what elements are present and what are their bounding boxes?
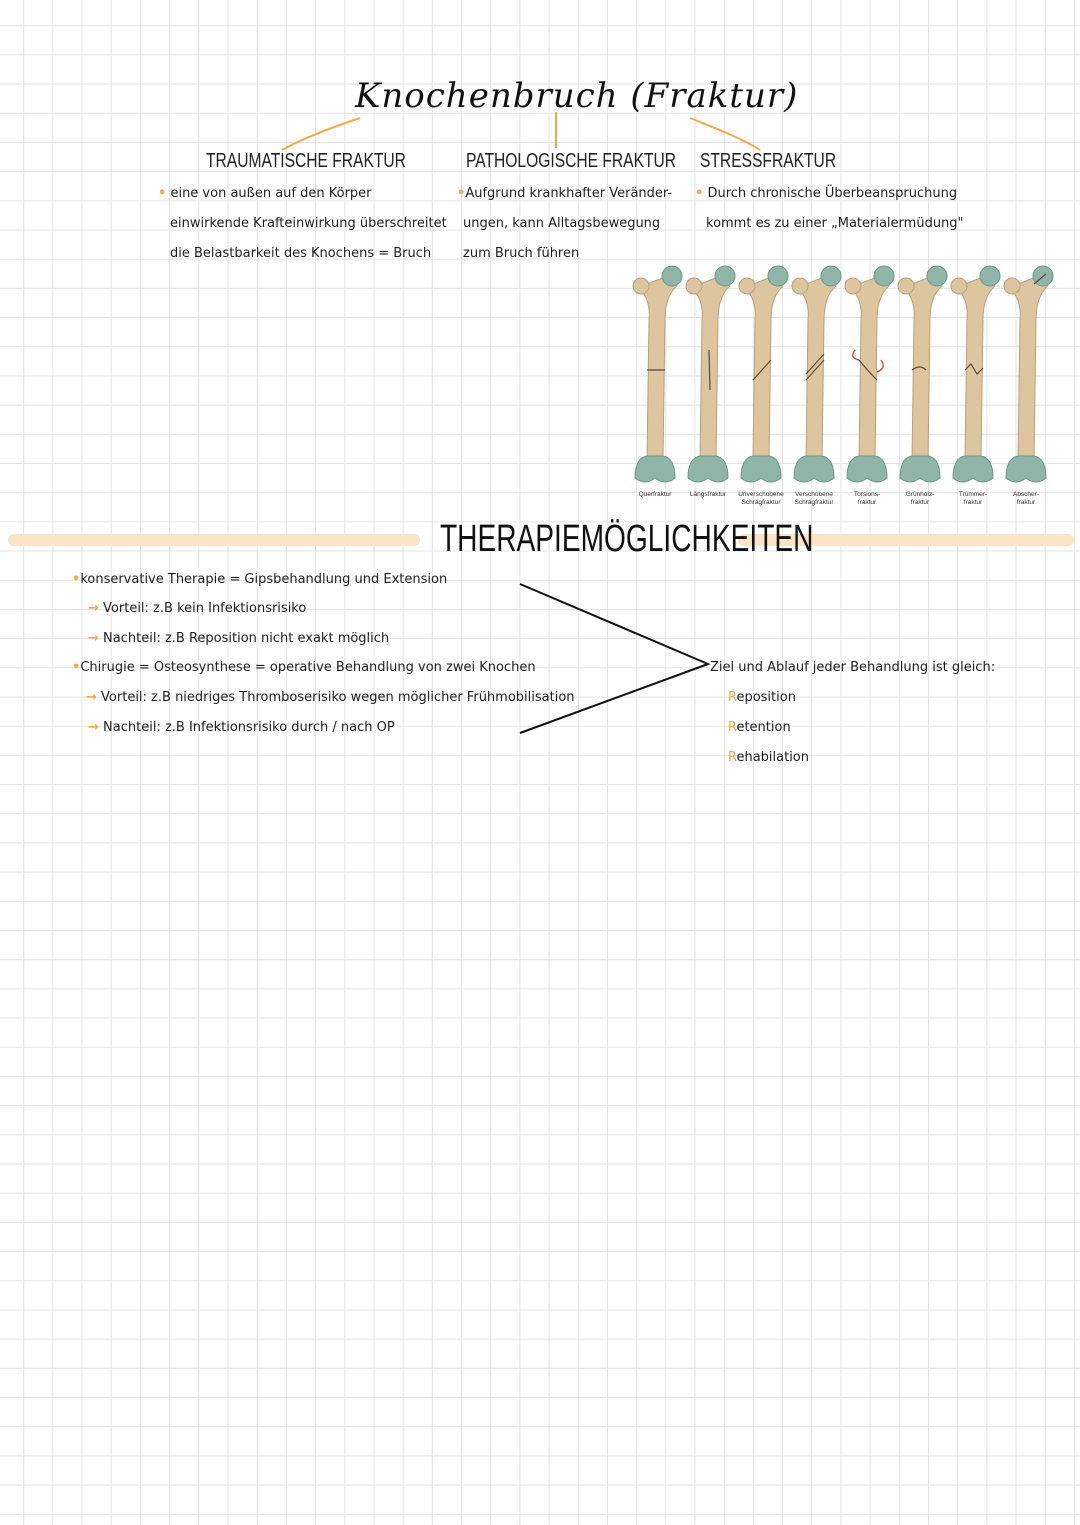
fracture-type-caption: Verschobene	[795, 491, 833, 498]
fracture-type-caption: Schrägfraktur	[794, 499, 834, 506]
arrow-right-icon: →	[86, 690, 97, 705]
therapy-heading: THERAPIEMÖGLICHKEITEN	[440, 518, 814, 560]
femur-bone	[845, 266, 894, 482]
pathologic-line-3: zum Bruch führen	[463, 246, 580, 261]
fracture-type-caption: Längsfraktur	[689, 491, 727, 498]
bullet-dot: •	[457, 186, 466, 201]
surgery-con: → Nachteil: z.B Infektionsrisiko durch / nach OP	[88, 720, 395, 735]
highlight-bar-left	[8, 534, 420, 546]
femur-bone	[739, 266, 788, 482]
category-stress: STRESSFRAKTUR	[700, 150, 837, 172]
treatment-goal: Ziel und Ablauf jeder Behandlung ist gleich:	[710, 660, 996, 675]
pathologic-line-1: •Aufgrund krankhafter Veränder-	[457, 186, 673, 201]
pathologic-line-2: ungen, kann Alltagsbewegung	[463, 216, 661, 231]
femur-bone	[792, 266, 841, 482]
femur-bone	[951, 266, 1000, 482]
femur-bone	[686, 266, 735, 482]
arrow-right-icon: →	[88, 720, 99, 735]
goal-step-retention: Retention	[728, 720, 791, 735]
fracture-type-caption: Schrägfraktur	[741, 499, 781, 506]
bullet-dot: •	[72, 572, 81, 587]
femur-bone	[1004, 266, 1053, 482]
traumatic-line-3: die Belastbarkeit des Knochens = Bruch	[170, 246, 432, 261]
goal-step-rehabilitation: Rehabilation	[728, 750, 810, 765]
arrow-right-icon: →	[88, 631, 99, 646]
fracture-type-caption: Grünholz-	[905, 491, 935, 498]
fracture-type-caption: Torsions-	[853, 491, 881, 498]
bullet-dot: •	[158, 186, 167, 201]
bullet-dot: •	[72, 660, 81, 675]
fracture-type-caption: fraktur	[910, 499, 930, 506]
stress-line-2: kommt es zu einer „Materialermüdung"	[706, 216, 964, 231]
conservative-con: → Nachteil: z.B Reposition nicht exakt möglich	[88, 631, 390, 646]
fracture-type-caption: fraktur	[963, 499, 983, 506]
arrow-right-icon: →	[88, 601, 99, 616]
traumatic-line-2: einwirkende Krafteinwirkung überschreitet	[170, 216, 447, 231]
fracture-type-caption: Trümmer-	[958, 491, 988, 498]
conservative-pro: → Vorteil: z.B kein Infektionsrisiko	[88, 601, 307, 616]
traumatic-line-1: • eine von außen auf den Körper	[158, 186, 372, 201]
therapy-option-conservative: •konservative Therapie = Gipsbehandlung und Extension	[72, 572, 448, 587]
surgery-pro: → Vorteil: z.B niedriges Thromboserisiko wegen möglicher Frühmobilisation	[86, 690, 575, 705]
bullet-dot: •	[695, 186, 704, 201]
page-title: Knochenbruch (Fraktur)	[355, 76, 799, 116]
fracture-type-caption: Querfraktur	[638, 491, 672, 498]
fracture-type-caption: Abscher-	[1012, 491, 1040, 498]
category-traumatic: TRAUMATISCHE FRAKTUR	[206, 150, 406, 172]
fracture-type-caption: Unverschobene	[738, 491, 784, 498]
fracture-type-caption: fraktur	[857, 499, 877, 506]
femur-bone	[898, 266, 947, 482]
stress-line-1: • Durch chronische Überbeanspruchung	[695, 186, 958, 201]
fracture-type-caption: fraktur	[1016, 499, 1036, 506]
therapy-option-surgery: •Chirugie = Osteosynthese = operative Behandlung von zwei Knochen	[72, 660, 536, 675]
femur-bone	[633, 266, 682, 482]
goal-step-reposition: Reposition	[728, 690, 796, 705]
category-pathologic: PATHOLOGISCHE FRAKTUR	[466, 150, 677, 172]
